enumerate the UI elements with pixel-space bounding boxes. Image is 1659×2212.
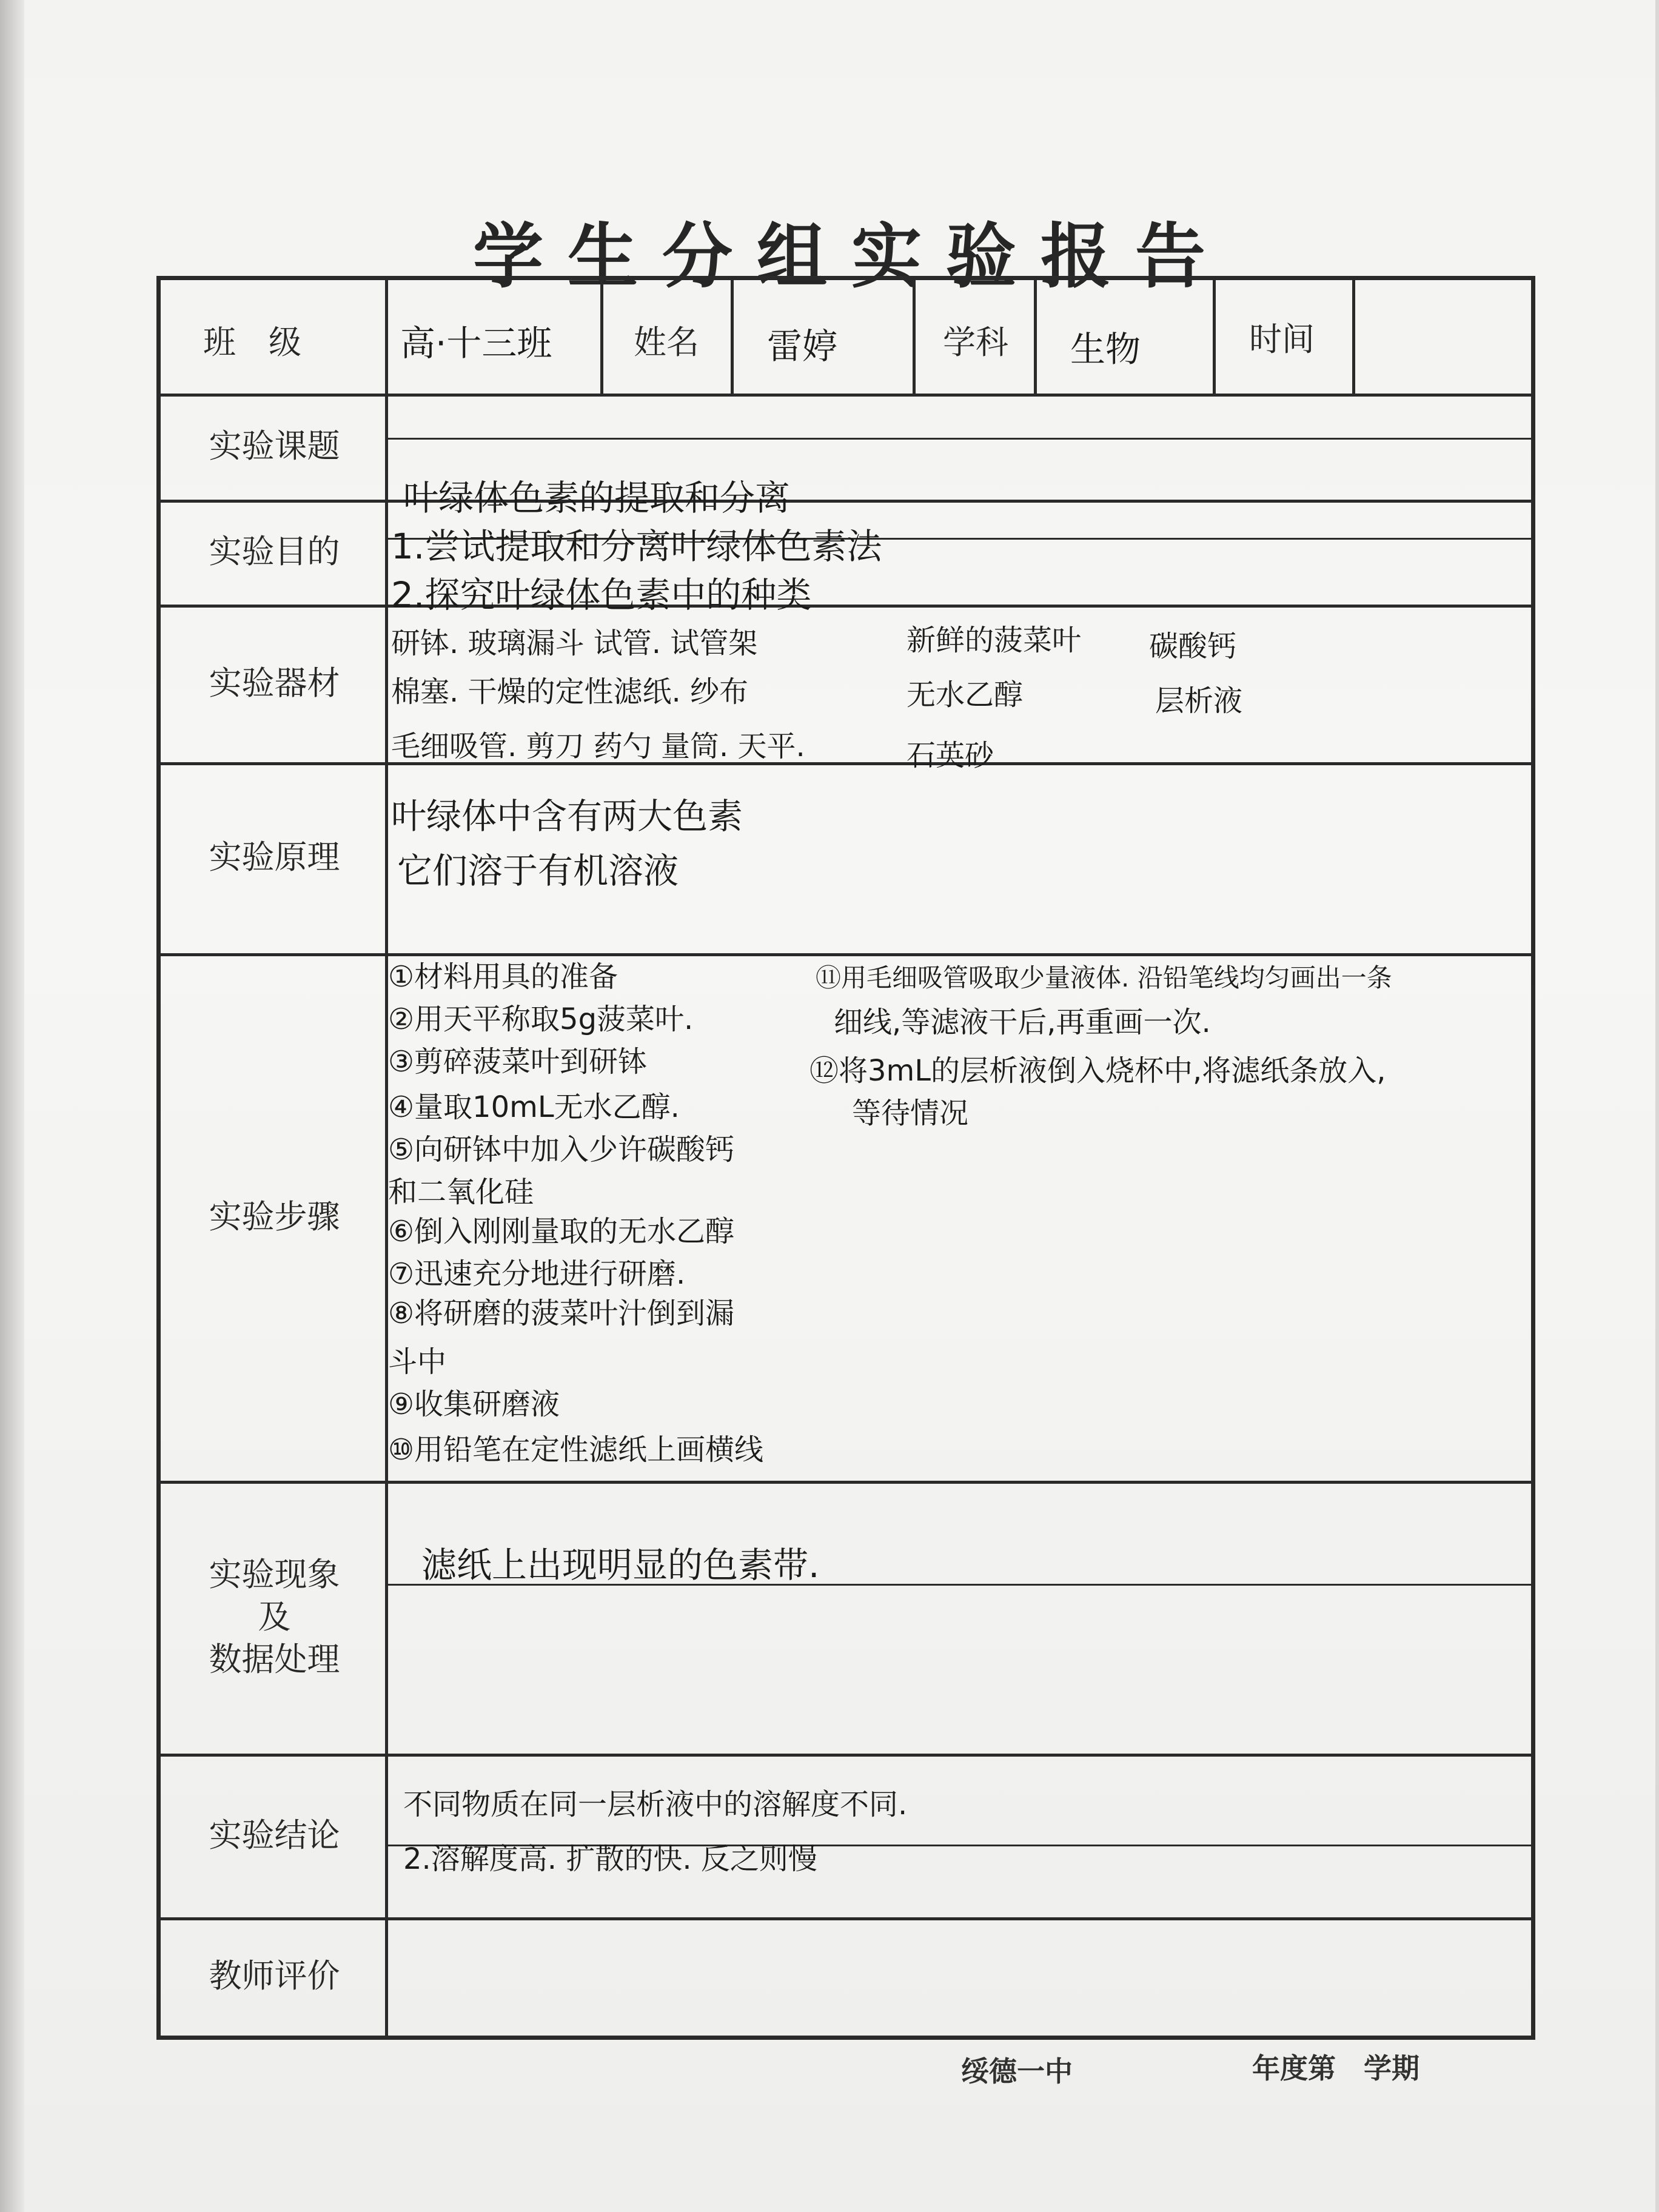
step-2: ②用天平称取5g菠菜叶. bbox=[388, 1002, 694, 1036]
header-divider bbox=[1213, 280, 1216, 394]
principle-label: 实验原理 bbox=[209, 838, 340, 877]
principle-line-1: 叶绿体中含有两大色素 bbox=[391, 796, 743, 837]
materials-col1-line-2: 棉塞. 干燥的定性滤纸. 纱布 bbox=[391, 675, 749, 709]
steps-label: 实验步骤 bbox=[209, 1197, 340, 1236]
step-11-cont: 细线,等滤液干后,再重画一次. bbox=[834, 1005, 1211, 1039]
header-divider bbox=[913, 280, 916, 394]
step-4: ④量取10mL无水乙醇. bbox=[388, 1090, 680, 1124]
conclusion-line-2: 2.溶解度高. 扩散的快. 反之则慢 bbox=[403, 1842, 817, 1876]
sub-line bbox=[388, 438, 1531, 440]
materials-col1-line-3: 毛细吸管. 剪刀 药勺 量筒. 天平. bbox=[391, 729, 805, 763]
class-value: 高·十三班 bbox=[400, 323, 552, 364]
report-title: 学生分组实验报告 bbox=[473, 215, 1230, 298]
phenomenon-label-line-3: 数据处理 bbox=[209, 1640, 340, 1679]
step-5-cont: 和二氧化硅 bbox=[388, 1175, 534, 1209]
report-table bbox=[156, 276, 1535, 2040]
step-9: ⑨收集研磨液 bbox=[388, 1387, 560, 1421]
report-paper bbox=[24, 0, 1655, 2212]
materials-col2-line-3: 石英砂 bbox=[907, 739, 994, 773]
step-1: ①材料用具的准备 bbox=[388, 960, 618, 994]
footer-term: 年度第 学期 bbox=[1252, 2052, 1419, 2085]
step-8-cont: 斗中 bbox=[388, 1345, 447, 1379]
topic-label: 实验课题 bbox=[209, 427, 340, 466]
header-divider bbox=[1352, 280, 1355, 394]
time-label: 时间 bbox=[1249, 320, 1315, 358]
phenomenon-label-line-1: 实验现象 bbox=[209, 1555, 340, 1594]
purpose-line-1: 1.尝试提取和分离叶绿体色素法 bbox=[391, 526, 882, 567]
materials-col3-line-1: 碳酸钙 bbox=[1149, 629, 1237, 663]
materials-label: 实验器材 bbox=[209, 663, 340, 702]
teacher-eval-label: 教师评价 bbox=[209, 1957, 340, 1996]
step-11: ⑪用毛细吸管吸取少量液体. 沿铅笔线均匀画出一条 bbox=[816, 963, 1392, 993]
step-12-cont: 等待情况 bbox=[852, 1096, 969, 1130]
subject-label: 学科 bbox=[943, 323, 1008, 361]
phenomenon-value: 滤纸上出现明显的色素带. bbox=[421, 1544, 820, 1586]
header-divider bbox=[1034, 280, 1037, 394]
subject-value: 生物 bbox=[1070, 329, 1141, 370]
header-divider bbox=[600, 280, 603, 394]
step-3: ③剪碎菠菜叶到研钵 bbox=[388, 1045, 648, 1079]
name-value: 雷婷 bbox=[767, 326, 838, 367]
purpose-label: 实验目的 bbox=[209, 532, 340, 571]
step-10: ⑩用铅笔在定性滤纸上画横线 bbox=[388, 1433, 764, 1467]
materials-col2-line-2: 无水乙醇 bbox=[907, 678, 1024, 712]
step-12: ⑫将3mL的层析液倒入烧杯中,将滤纸条放入, bbox=[809, 1054, 1386, 1088]
class-label: 班 级 bbox=[203, 323, 301, 361]
materials-col1-line-1: 研钵. 玻璃漏斗 试管. 试管架 bbox=[391, 626, 758, 660]
conclusion-line-1: 不同物质在同一层析液中的溶解度不同. bbox=[403, 1788, 908, 1822]
step-7: ⑦迅速充分地进行研磨. bbox=[388, 1257, 686, 1291]
conclusion-label: 实验结论 bbox=[209, 1815, 340, 1854]
phenomenon-label bbox=[161, 1481, 388, 1754]
footer-school: 绥德一中 bbox=[961, 2055, 1073, 2088]
topic-value: 叶绿体色素的提取和分离 bbox=[403, 477, 791, 518]
materials-col3-line-2: 层析液 bbox=[1155, 684, 1243, 718]
step-6: ⑥倒入刚刚量取的无水乙醇 bbox=[388, 1215, 735, 1248]
phenomenon-label-line-2: 及 bbox=[258, 1597, 291, 1636]
principle-line-2: 它们溶于有机溶液 bbox=[397, 850, 679, 891]
purpose-line-2: 2.探究叶绿体色素中的种类 bbox=[391, 574, 812, 615]
header-divider bbox=[731, 280, 734, 394]
materials-col2-line-1: 新鲜的菠菜叶 bbox=[907, 623, 1082, 657]
step-5: ⑤向研钵中加入少许碳酸钙 bbox=[388, 1133, 735, 1167]
step-8: ⑧将研磨的菠菜叶汁倒到漏 bbox=[388, 1296, 735, 1330]
name-label: 姓名 bbox=[634, 323, 699, 361]
